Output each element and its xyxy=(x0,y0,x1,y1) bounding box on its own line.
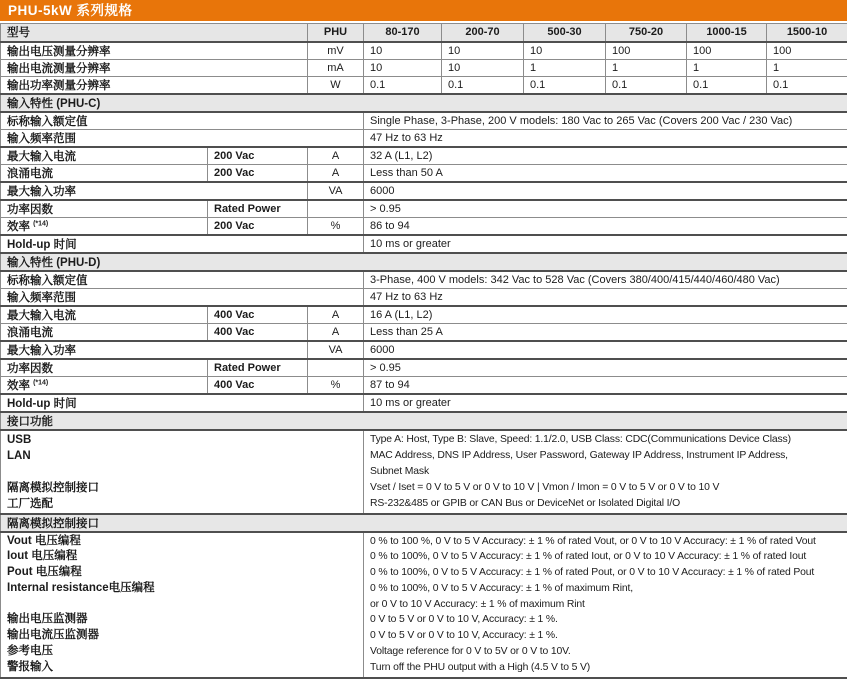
row-label: 参考电压 xyxy=(7,644,357,660)
row-label xyxy=(7,597,357,613)
spec-row-voltage-resolution xyxy=(1,42,847,60)
section-title: 隔离模拟控制接口 xyxy=(1,514,847,532)
spec-row-current-resolution xyxy=(1,59,847,76)
unit-cell xyxy=(308,359,364,377)
section-title: 接口功能 xyxy=(1,412,847,430)
value-cell: 0.1 xyxy=(364,76,442,94)
value-cell: > 0.95 xyxy=(364,200,847,218)
section-header-input-phu-d xyxy=(1,253,847,271)
value-cell: > 0.95 xyxy=(364,359,847,377)
spec-row-power-resolution xyxy=(1,76,847,94)
spec-row-efficiency-c xyxy=(1,217,847,235)
unit-cell: % xyxy=(308,217,364,235)
row-label: LAN xyxy=(7,448,357,464)
footnote-marker: (*14) xyxy=(33,379,48,386)
value-line: MAC Address, DNS IP Address, User Password, Gateway IP Address, Instrument IP Address, xyxy=(370,448,841,464)
phu-column-header: PHU xyxy=(308,24,364,42)
condition-cell: Rated Power xyxy=(208,200,308,218)
section-header-analog-control xyxy=(1,514,847,532)
value-cell: 1 xyxy=(687,59,767,76)
condition-cell: 200 Vac xyxy=(208,164,308,182)
row-label: 功率因数 xyxy=(1,200,208,218)
value-line: 0 % to 100 %, 0 V to 5 V Accuracy: ± 1 % of rated Vout, or 0 V to 10 V Accuracy: ± 1 % of rated Vout xyxy=(370,534,841,550)
value-cell: 3-Phase, 400 V models: 342 Vac to 528 Vac (Covers 380/400/415/440/460/480 Vac) xyxy=(364,271,847,289)
unit-cell: A xyxy=(308,323,364,341)
value-cell: 87 to 94 xyxy=(364,376,847,394)
value-line: Turn off the PHU output with a High (4.5 V to 5 V) xyxy=(370,660,841,676)
condition-cell: 200 Vac xyxy=(208,217,308,235)
value-cell: 100 xyxy=(687,42,767,60)
value-line: 0 V to 5 V or 0 V to 10 V, Accuracy: ± 1 %. xyxy=(370,628,841,644)
analog-control-block xyxy=(1,532,847,678)
unit-cell: A xyxy=(308,147,364,165)
model-column-header: 1000-15 xyxy=(687,24,767,42)
spec-table xyxy=(0,23,847,679)
row-label: 工厂选配 xyxy=(7,496,357,512)
row-label: 最大输入电流 xyxy=(1,306,208,324)
unit-cell xyxy=(308,200,364,218)
condition-cell: 200 Vac xyxy=(208,147,308,165)
model-header-row xyxy=(1,24,847,42)
row-label: Pout 电压编程 xyxy=(7,565,357,581)
spec-row-max-power-c xyxy=(1,182,847,200)
value-cell: 6000 xyxy=(364,341,847,359)
unit-cell: % xyxy=(308,376,364,394)
row-label: Iout 电压编程 xyxy=(7,549,357,565)
value-cell: 1 xyxy=(606,59,687,76)
row-label: 最大输入电流 xyxy=(1,147,208,165)
unit-cell: mV xyxy=(308,42,364,60)
spec-row-holdup-c xyxy=(1,235,847,253)
value-line: 0 % to 100%, 0 V to 5 V Accuracy: ± 1 % of rated Iout, or 0 V to 10 V Accuracy: ± 1 % of rated Iout xyxy=(370,549,841,565)
efficiency-label: 效率 xyxy=(7,221,30,233)
interface-values xyxy=(364,430,847,514)
value-cell: 0.1 xyxy=(687,76,767,94)
condition-cell: 400 Vac xyxy=(208,306,308,324)
row-label xyxy=(1,217,208,235)
value-cell: 1 xyxy=(524,59,606,76)
value-cell: 6000 xyxy=(364,182,847,200)
spec-row-holdup-d xyxy=(1,394,847,412)
value-cell: 86 to 94 xyxy=(364,217,847,235)
value-line: Voltage reference for 0 V to 5V or 0 V to 10V. xyxy=(370,644,841,660)
model-column-header: 500-30 xyxy=(524,24,606,42)
value-cell: 10 ms or greater xyxy=(364,235,847,253)
model-column-header: 200-70 xyxy=(442,24,524,42)
model-row-label: 型号 xyxy=(1,24,308,42)
value-line: Type A: Host, Type B: Slave, Speed: 1.1/2.0, USB Class: CDC(Communications Device Class) xyxy=(370,432,841,448)
value-line: 0 % to 100%, 0 V to 5 V Accuracy: ± 1 % of rated Pout, or 0 V to 10 V Accuracy: ± 1 % of rated Pout xyxy=(370,565,841,581)
value-line: RS-232&485 or GPIB or CAN Bus or DeviceNet or Isolated Digital I/O xyxy=(370,496,841,512)
condition-cell: 400 Vac xyxy=(208,323,308,341)
value-cell: Less than 25 A xyxy=(364,323,847,341)
page-title: PHU-5kW 系列规格 xyxy=(0,0,847,21)
value-line: Vset / Iset = 0 V to 5 V or 0 V to 10 V | Vmon / Imon = 0 V to 5 V or 0 V to 10 V xyxy=(370,480,841,496)
row-label: 警报输入 xyxy=(7,660,357,676)
row-label: Hold-up 时间 xyxy=(1,394,364,412)
row-label: 隔离模拟控制接口 xyxy=(7,480,357,496)
value-cell: 47 Hz to 63 Hz xyxy=(364,129,847,147)
footnote-marker: (*14) xyxy=(33,220,48,227)
value-cell: 100 xyxy=(606,42,687,60)
value-cell: 10 xyxy=(524,42,606,60)
row-label: 输出功率测量分辨率 xyxy=(1,76,308,94)
value-cell: 16 A (L1, L2) xyxy=(364,306,847,324)
value-cell: 10 xyxy=(442,59,524,76)
row-label: 浪涌电流 xyxy=(1,164,208,182)
spec-row-inrush-c xyxy=(1,164,847,182)
interface-labels xyxy=(1,430,364,514)
model-column-header: 1500-10 xyxy=(767,24,847,42)
unit-cell: VA xyxy=(308,341,364,359)
value-cell: 32 A (L1, L2) xyxy=(364,147,847,165)
row-label: 输出电流压监测器 xyxy=(7,628,357,644)
spec-row-frequency-c xyxy=(1,129,847,147)
row-label xyxy=(7,464,357,480)
value-cell: 100 xyxy=(767,42,847,60)
value-cell: Less than 50 A xyxy=(364,164,847,182)
value-line: Subnet Mask xyxy=(370,464,841,480)
efficiency-label: 效率 xyxy=(7,380,30,392)
row-label: 功率因数 xyxy=(1,359,208,377)
value-cell: 0.1 xyxy=(767,76,847,94)
spec-row-max-power-d xyxy=(1,341,847,359)
value-cell: 0.1 xyxy=(524,76,606,94)
row-label: 输出电流测量分辨率 xyxy=(1,59,308,76)
value-line: or 0 V to 10 V Accuracy: ± 1 % of maximum Rint xyxy=(370,597,841,613)
spec-row-power-factor-d xyxy=(1,359,847,377)
section-header-interface xyxy=(1,412,847,430)
analog-values xyxy=(364,532,847,678)
model-column-header: 750-20 xyxy=(606,24,687,42)
unit-cell: VA xyxy=(308,182,364,200)
spec-row-inrush-d xyxy=(1,323,847,341)
row-label: 最大输入功率 xyxy=(1,341,308,359)
model-column-header: 80-170 xyxy=(364,24,442,42)
value-cell: 10 xyxy=(442,42,524,60)
condition-cell: Rated Power xyxy=(208,359,308,377)
row-label: Hold-up 时间 xyxy=(1,235,364,253)
row-label: 标称输入额定值 xyxy=(1,271,364,289)
interface-functions-block xyxy=(1,430,847,514)
spec-row-efficiency-d xyxy=(1,376,847,394)
unit-cell: W xyxy=(308,76,364,94)
value-cell: 47 Hz to 63 Hz xyxy=(364,288,847,306)
value-cell: 10 ms or greater xyxy=(364,394,847,412)
section-title: 输入特性 (PHU-D) xyxy=(1,253,847,271)
spec-row-power-factor-c xyxy=(1,200,847,218)
row-label: USB xyxy=(7,432,357,448)
row-label: 输出电压监测器 xyxy=(7,612,357,628)
spec-row-frequency-d xyxy=(1,288,847,306)
row-label: 输入频率范围 xyxy=(1,288,364,306)
row-label: 输入频率范围 xyxy=(1,129,364,147)
section-title: 输入特性 (PHU-C) xyxy=(1,94,847,112)
value-line: 0 % to 100%, 0 V to 5 V Accuracy: ± 1 % of maximum Rint, xyxy=(370,581,841,597)
value-cell: 10 xyxy=(364,42,442,60)
value-cell: Single Phase, 3-Phase, 200 V models: 180 Vac to 265 Vac (Covers 200 Vac / 230 Vac) xyxy=(364,112,847,130)
value-line: 0 V to 5 V or 0 V to 10 V, Accuracy: ± 1 %. xyxy=(370,612,841,628)
condition-cell: 400 Vac xyxy=(208,376,308,394)
value-cell: 10 xyxy=(364,59,442,76)
value-cell: 0.1 xyxy=(442,76,524,94)
section-header-input-phu-c xyxy=(1,94,847,112)
row-label: Internal resistance电压编程 xyxy=(7,581,357,597)
spec-row-nominal-input-c xyxy=(1,112,847,130)
spec-row-nominal-input-d xyxy=(1,271,847,289)
spec-row-max-current-c xyxy=(1,147,847,165)
unit-cell: A xyxy=(308,306,364,324)
row-label: 输出电压测量分辨率 xyxy=(1,42,308,60)
value-cell: 1 xyxy=(767,59,847,76)
value-cell: 0.1 xyxy=(606,76,687,94)
row-label: Vout 电压编程 xyxy=(7,534,357,550)
row-label xyxy=(1,376,208,394)
unit-cell: mA xyxy=(308,59,364,76)
row-label: 标称输入额定值 xyxy=(1,112,364,130)
row-label: 浪涌电流 xyxy=(1,323,208,341)
unit-cell: A xyxy=(308,164,364,182)
analog-labels xyxy=(1,532,364,678)
row-label: 最大输入功率 xyxy=(1,182,308,200)
spec-row-max-current-d xyxy=(1,306,847,324)
